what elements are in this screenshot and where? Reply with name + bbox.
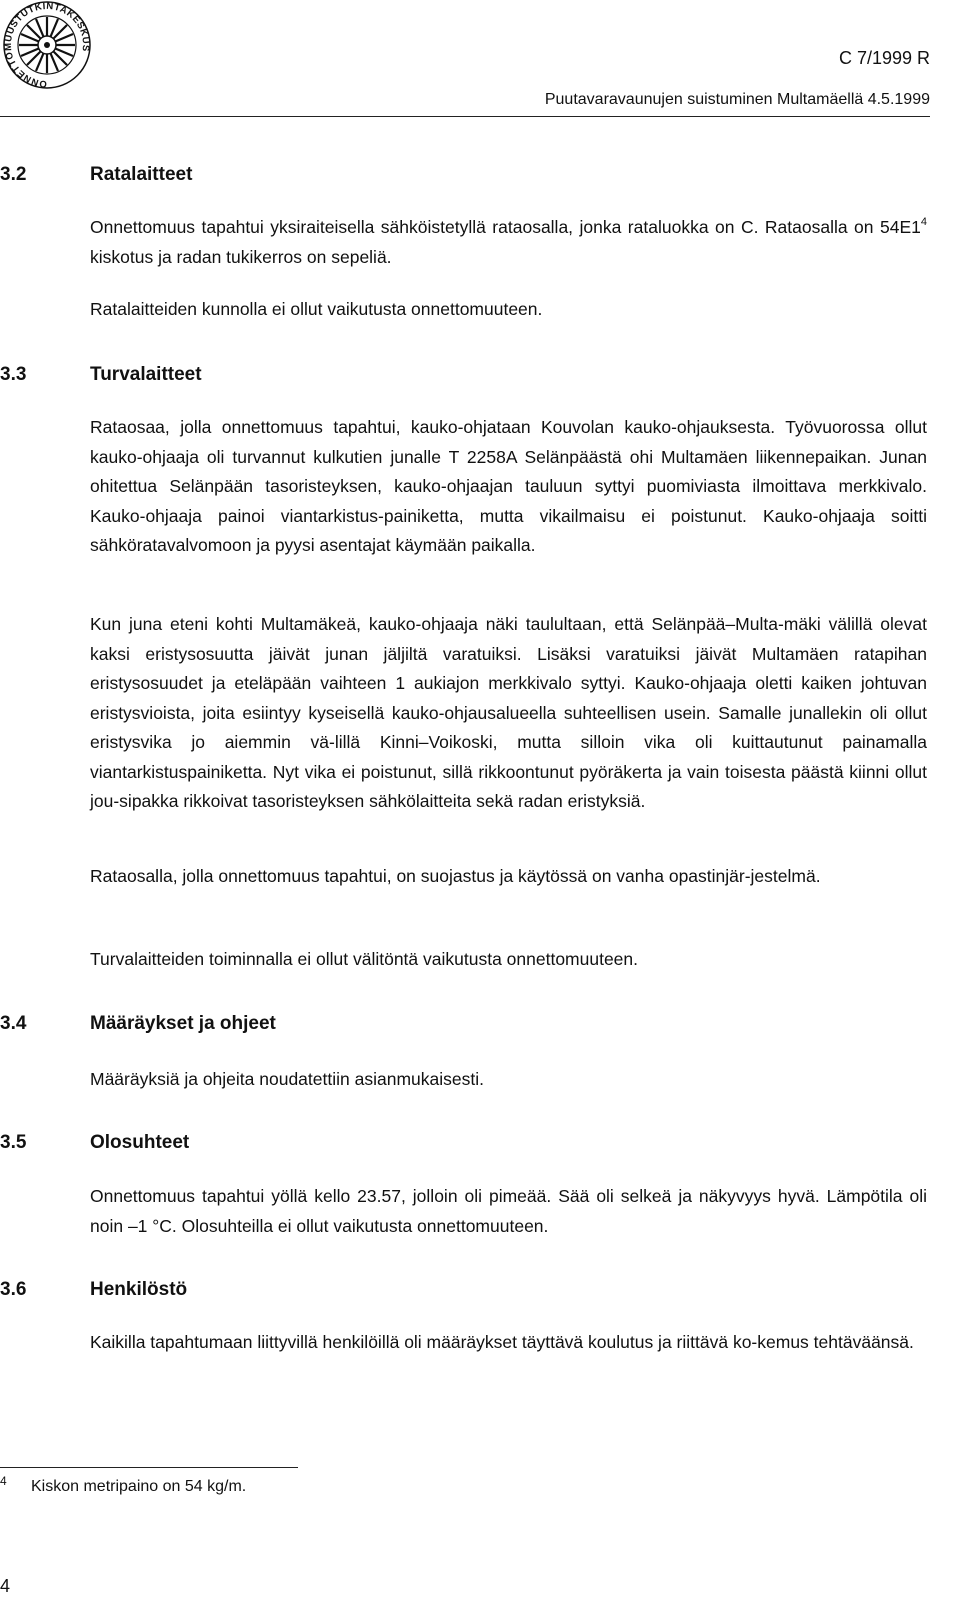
section-heading-3-6 [0, 1279, 187, 1301]
section-number: 3.2 [0, 164, 27, 185]
section-title: Määräykset ja ohjeet [90, 1013, 276, 1034]
footnote-mark: 4 [0, 1474, 7, 1488]
paragraph-ratalaitteet-1 [90, 213, 927, 272]
paragraph-olosuhteet-1: Onnettomuus tapahtui yöllä kello 23.57, jolloin oli pimeää. Sää oli selkeä ja näkyvyys hyvä. Lämpötila oli noin –1 °C. Olosuhteilla ei ollut vaikutusta onnettomuuteen. [90, 1186, 927, 1236]
paragraph-turvalaitteet-1: Rataosaa, jolla onnettomuus tapahtui, kauko-ohjataan Kouvolan kauko-ohjauksesta. Työvuorossa ollut kauko-ohjaaja oli turvannut kulkutien junalle T 2258A Selänpäästä ohi Multamäen liikennepaikan. Junan ohitettua Selänpään tasoristeyksen, kauko-ohjaajan tauluun syttyi puomiviasta ilmoittava merkkivalo. Kauko-ohjaaja painoi viantarkistus-painiketta, mutta vikailmaisu ei poistunut. Kauko-ohjaaja soitti sähköratavalvomoon ja pyysi asentajat käymään paikalla. [90, 417, 927, 555]
section-number: 3.5 [0, 1132, 27, 1153]
paragraph-text: kiskotus ja radan tukikerros on sepeliä. [90, 246, 392, 267]
section-title: Olosuhteet [90, 1132, 190, 1153]
section-title: Turvalaitteet [90, 364, 202, 385]
section-number: 3.6 [0, 1279, 27, 1300]
section-number: 3.3 [0, 364, 27, 385]
section-heading-3-5 [0, 1132, 189, 1154]
footnote-text: Kiskon metripaino on 54 kg/m. [31, 1478, 247, 1495]
paragraph-turvalaitteet-4: Turvalaitteiden toiminnalla ei ollut välitöntä vaikutusta onnettomuuteen. [90, 949, 639, 969]
document-subtitle: Puutavaravaunujen suistuminen Multamäellä 4.5.1999 [544, 91, 930, 108]
section-title: Henkilöstö [90, 1279, 188, 1300]
document-id: C 7/1999 R [838, 48, 930, 68]
section-title: Ratalaitteet [90, 164, 193, 185]
header-divider [0, 116, 930, 117]
section-heading-3-4 [0, 1013, 276, 1035]
paragraph-maaraykset-1: Määräyksiä ja ohjeita noudatettiin asianmukaisesti. [90, 1069, 484, 1089]
paragraph-turvalaitteet-2: Kun juna eteni kohti Multamäkeä, kauko-ohjaaja näki taulultaan, että Selänpää–Multa-mäki välillä olevat kaksi eristysosuutta jäivät junan jäljiltä varatuiksi. Lisäksi varatuiksi jäivät Multamäen ratapihan eristysosuudet ja eteläpään vaihteen 1 aukiajon merkkivalo syttyi. Kauko-ohjaaja oletti kaiken johtuvan eristysvioista, joita esiintyy kyseisellä kauko-ohjausalueella suhteellisen usein. Samalle junallekin oli ollut eristysvika jo aiemmin vä-lillä Kinni–Voikoski, mutta silloin vika oli kuittautunut painamalla viantarkistuspainiketta. Nyt vika ei poistunut, sillä rikkoontunut pyöräkerta ja vain toisesta päästä kiinni ollut jou-sipakka rikkoivat tasoristeyksen sähkölaitteita sekä radan eristyksiä. [90, 614, 927, 811]
section-heading-3-3 [0, 364, 202, 386]
onnettomuustutkintakeskus-logo [2, 0, 92, 90]
logo-ring-text: ONNETTOMUUSTUTKINTAKESKUS [2, 0, 92, 90]
paragraph-text: Onnettomuus tapahtui yksiraiteisella sähköistetyllä rataosalla, jonka rataluokka on C. Rataosalla on 54E1 [90, 217, 921, 237]
paragraph-henkilosto-1: Kaikilla tapahtumaan liittyvillä henkilöillä oli määräykset täyttävä koulutus ja riittävä ko-kemus tehtäväänsä. [90, 1332, 914, 1352]
paragraph-turvalaitteet-3: Rataosalla, jolla onnettomuus tapahtui, on suojastus ja käytössä on vanha opastinjär-jestelmä. [90, 866, 821, 886]
section-number: 3.4 [0, 1013, 27, 1034]
section-heading-3-2 [0, 164, 192, 186]
footnote-divider [0, 1467, 298, 1468]
footnote-reference: 4 [920, 216, 927, 229]
page-number: 4 [0, 1576, 11, 1596]
paragraph-ratalaitteet-2: Ratalaitteiden kunnolla ei ollut vaikutusta onnettomuuteen. [90, 299, 543, 319]
